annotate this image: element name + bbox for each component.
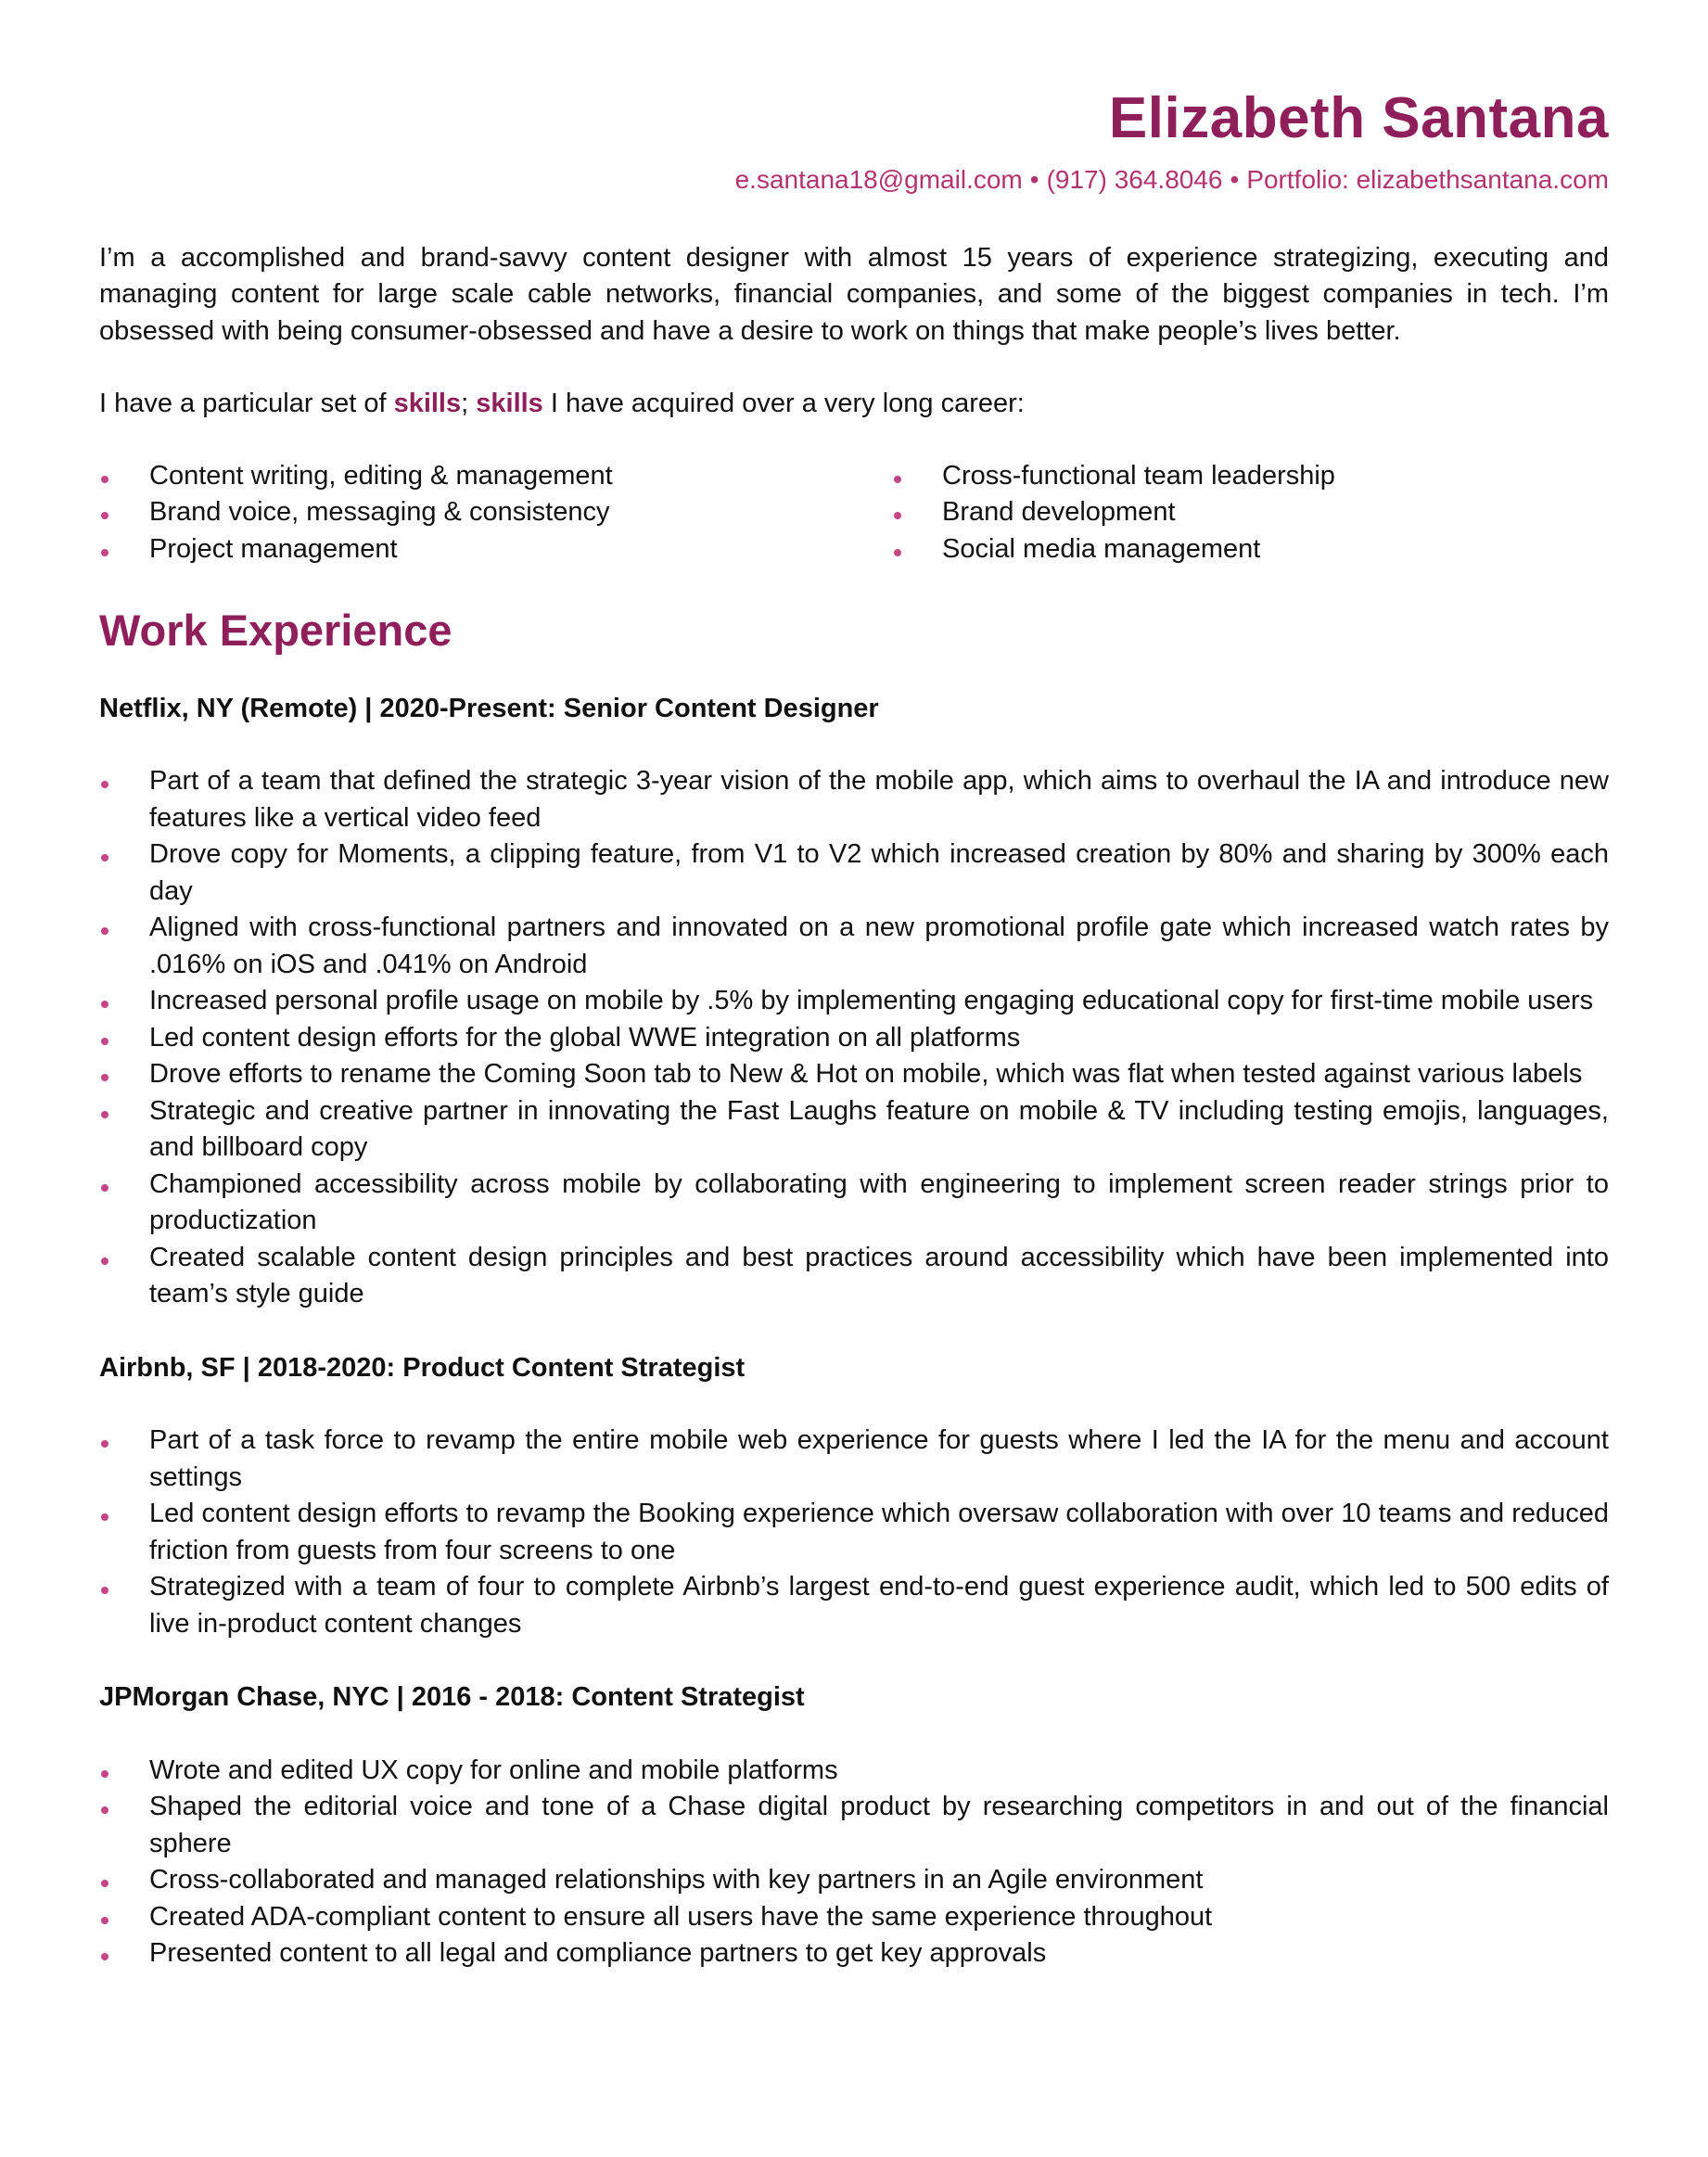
skills-highlight: skills: [476, 389, 543, 419]
skill-item: Content writing, editing & management: [99, 458, 892, 495]
skill-item: Project management: [99, 531, 892, 568]
job-jpmorgan: [99, 1679, 1609, 1972]
job-bullet: Shaped the editorial voice and tone of a Chase digital product by researching competitors in and out of the financial sphere: [99, 1789, 1609, 1862]
skills-intro-suffix: I have acquired over a very long career:: [542, 389, 1025, 419]
skills-intro-prefix: I have a particular set of: [99, 389, 394, 419]
summary-paragraph: I’m a accomplished and brand-savvy content designer with almost 15 years of experience strategizing, executing and managing content for large scale cable networks, financial companies, and some of the biggest companies in tech. I’m obsessed with being consumer-obsessed and have a desire to work on things that make people’s lives better.: [99, 242, 1609, 346]
contact-separator: •: [1230, 165, 1240, 195]
job-bullet: Part of a team that defined the strategic 3-year vision of the mobile app, which aims to overhaul the IA and introduce new features like a vertical video feed: [99, 763, 1609, 836]
skills-column-right: [892, 458, 1609, 568]
job-heading: Netflix, NY (Remote) | 2020-Present: Senior Content Designer: [99, 693, 879, 723]
job-netflix: [99, 691, 1609, 1313]
skills-intro-middle: ;: [461, 389, 477, 419]
contact-line: [99, 164, 1609, 196]
job-bullets: [99, 763, 1609, 1313]
job-bullet: Aligned with cross-functional partners and innovated on a new promotional profile gate which increased watch rates by .016% on iOS and .041% on Android: [99, 910, 1609, 983]
job-bullet: Increased personal profile usage on mobile by .5% by implementing engaging educational copy for first-time mobile users: [99, 983, 1609, 1020]
job-bullet: Drove efforts to rename the Coming Soon tab to New & Hot on mobile, which was flat when tested against various labels: [99, 1056, 1609, 1093]
skill-item: Cross-functional team leadership: [892, 458, 1609, 495]
job-bullet: Led content design efforts for the global WWE integration on all platforms: [99, 1020, 1609, 1057]
skills-list: [99, 458, 1609, 568]
work-experience-heading: Work Experience: [99, 606, 452, 656]
resume-header: [99, 85, 1609, 196]
job-bullet: Wrote and edited UX copy for online and mobile platforms: [99, 1753, 1609, 1790]
job-bullet: Strategized with a team of four to complete Airbnb’s largest end-to-end guest experience audit, which led to 500 edits of live in-product content changes: [99, 1569, 1609, 1642]
job-bullet: Created ADA-compliant content to ensure all users have the same experience throughout: [99, 1899, 1609, 1936]
skills-highlight: skills: [393, 389, 462, 419]
skills-column-left: [99, 458, 892, 568]
job-bullet: Cross-collaborated and managed relationships with key partners in an Agile environment: [99, 1862, 1609, 1899]
job-bullets: [99, 1753, 1609, 1972]
job-bullet: Strategic and creative partner in innovating the Fast Laughs feature on mobile & TV including testing emojis, languages, and billboard copy: [99, 1093, 1609, 1167]
job-bullet: Drove copy for Moments, a clipping feature, from V1 to V2 which increased creation by 80% and sharing by 300% each day: [99, 836, 1609, 910]
skills-intro: [99, 386, 1609, 423]
job-bullets: [99, 1423, 1609, 1642]
job-heading: JPMorgan Chase, NYC | 2016 - 2018: Content Strategist: [99, 1682, 805, 1713]
job-airbnb: [99, 1350, 1609, 1643]
candidate-name: Elizabeth Santana: [1108, 86, 1609, 150]
job-bullet: Led content design efforts to revamp the Booking experience which oversaw collaboration with over 10 teams and reduced friction from guests from four screens to one: [99, 1496, 1609, 1569]
job-bullet: Presented content to all legal and compliance partners to get key approvals: [99, 1935, 1609, 1972]
phone-number: (917) 364.8046: [1046, 165, 1223, 195]
skill-item: Social media management: [892, 531, 1609, 568]
job-bullet: Part of a task force to revamp the entire mobile web experience for guests where I led the IA for the menu and account settings: [99, 1423, 1609, 1496]
skill-item: Brand development: [892, 494, 1609, 531]
job-heading: Airbnb, SF | 2018-2020: Product Content Strategist: [99, 1352, 746, 1383]
skill-item: Brand voice, messaging & consistency: [99, 494, 892, 531]
job-bullet: Championed accessibility across mobile by collaborating with engineering to implement screen reader strings prior to productization: [99, 1167, 1609, 1240]
contact-separator: •: [1029, 165, 1039, 195]
job-bullet: Created scalable content design principles and best practices around accessibility which have been implemented into team’s style guide: [99, 1240, 1609, 1313]
portfolio-link[interactable]: Portfolio: elizabethsantana.com: [1246, 165, 1609, 195]
email-link[interactable]: e.santana18@gmail.com: [734, 165, 1023, 195]
resume-page: [99, 85, 1609, 1972]
